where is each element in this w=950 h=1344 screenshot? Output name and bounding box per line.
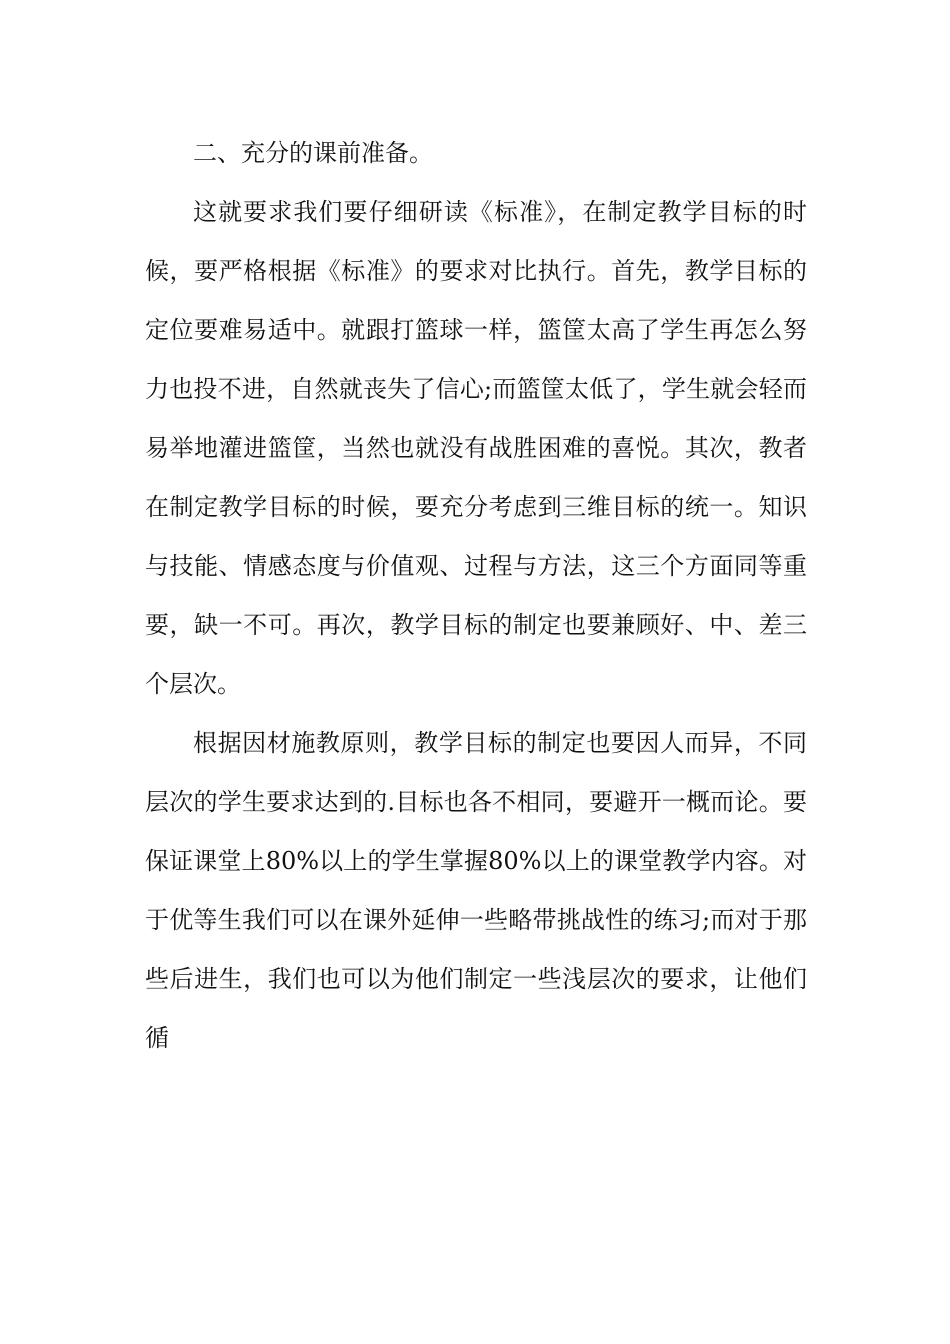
paragraph-2: 根据因材施教原则，教学目标的制定也要因人而异，不同层次的学生要求达到的.目标也各不相同，要避开一概而论。要保证课堂上80%以上的学生掌握80%以上的课堂教学内容。对于优等生我们可以在课外延伸一些略带挑战性的练习;而对于那些后进生，我们也可以为他们制定一些浅层次的要求，让他们循 (145, 729, 807, 1052)
paragraph-1: 这就要求我们要仔细研读《标准》，在制定教学目标的时候，要严格根据《标准》的要求对比执行。首先，教学目标的定位要难易适中。就跟打篮球一样，篮筐太高了学生再怎么努力也投不进，自然就丧失了信心;而篮筐太低了，学生就会轻而易举地灌进篮筐，当然也就没有战胜困难的喜悦。其次，教者在制定教学目标的时候，要充分考虑到三维目标的统一。知识与技能、情感态度与价值观、过程与方法，这三个方面同等重要，缺一不可。再次，教学目标的制定也要兼顾好、中、差三个层次。 (145, 198, 807, 698)
section-heading: 二、充分的课前准备。 (193, 139, 433, 167)
document-body (145, 124, 807, 1068)
